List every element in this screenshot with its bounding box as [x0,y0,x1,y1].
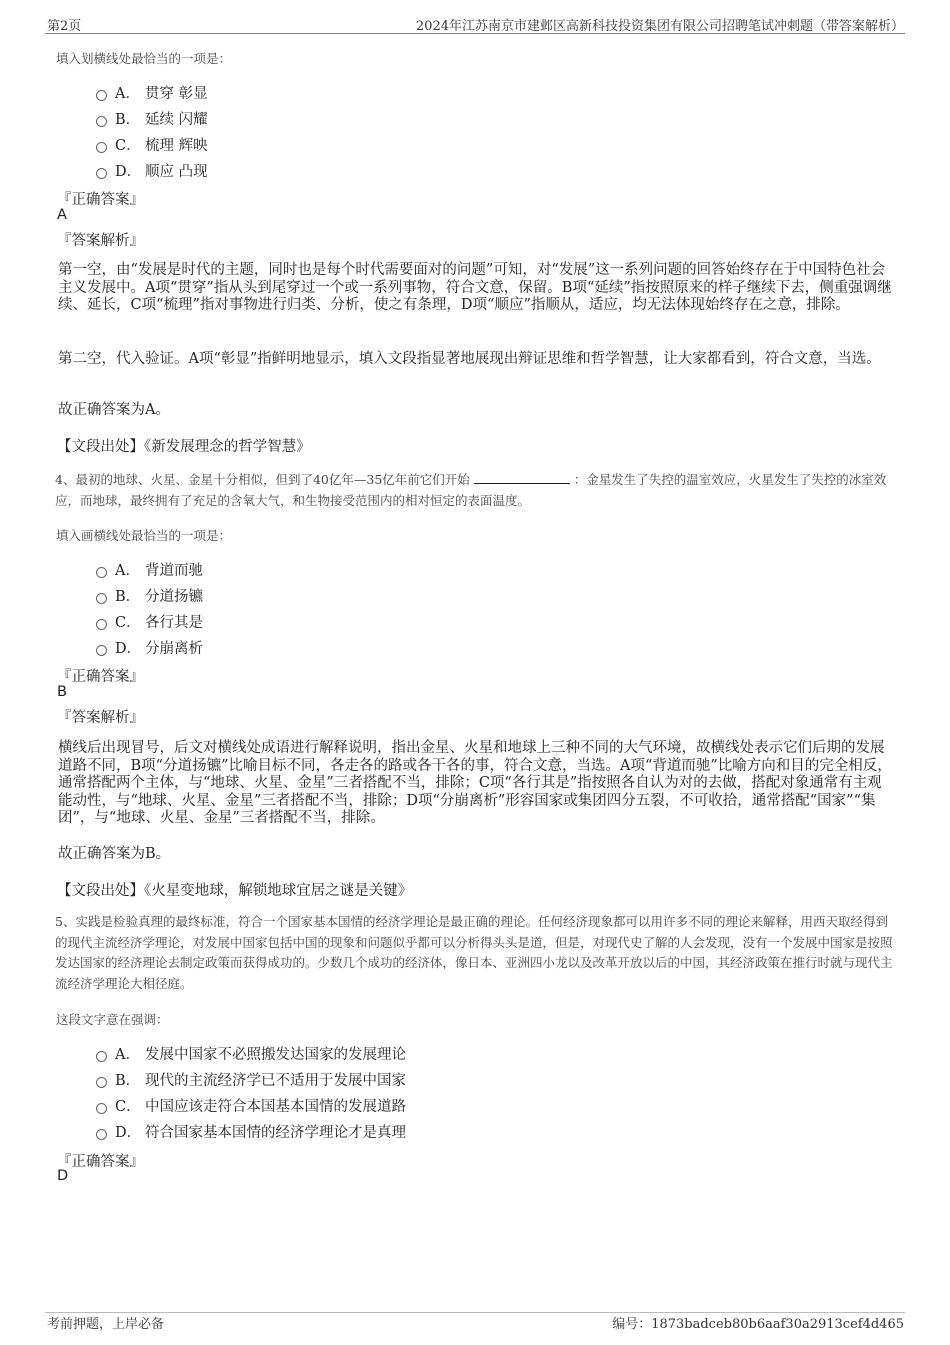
option-text: 符合国家基本国情的经济学理论才是真理 [145,1125,406,1141]
q5-prompt: 这段文字意在强调： [56,1012,169,1027]
q4-answer: B [57,684,67,700]
option-text: 发展中国家不必照搬发达国家的发展理论 [145,1047,406,1063]
q3-option-a[interactable] [96,82,208,103]
option-text: 中国应该走符合本国基本国情的发展道路 [145,1099,406,1115]
option-letter: A． [115,563,140,579]
radio-icon[interactable] [96,645,107,656]
q5-option-b[interactable] [96,1069,406,1090]
radio-icon[interactable] [96,116,107,127]
option-text: 分崩离析 [145,641,203,657]
radio-icon[interactable] [96,1051,107,1062]
q3-analysis-label: 『答案解析』 [57,233,144,249]
radio-icon[interactable] [96,1103,107,1114]
q3-answer: A [57,207,67,223]
q3-option-d[interactable] [96,160,208,181]
footer-slogan: 考前押题，上岸必备 [47,1317,165,1332]
q3-answer-label: 『正确答案』 [57,192,144,208]
option-letter: C． [115,615,141,631]
header-divider [45,33,905,34]
option-letter: C． [115,138,141,154]
option-letter: B． [115,589,141,605]
option-text: 顺应 凸现 [145,164,208,180]
q3-analysis-conclusion: 故正确答案为A。 [58,402,170,418]
q4-prompt: 填入画横线处最恰当的一项是： [56,528,232,543]
q4-text-after: ：金星发生了失控的温室效应，火星发生了失控的冰室效应，而地球，最终拥有了充足的含氧大气，和生物接受范围内的相对恒定的表面温度。 [55,472,887,508]
page-number: 第2页 [47,19,82,34]
q3-analysis-paragraph-2: 第二空，代入验证。A项“彰显”指鲜明地显示，填入文段指显著地展现出辩证思维和哲学智慧，让大家都看到，符合文意，当选。 [58,351,881,367]
q5-option-a[interactable] [96,1043,406,1064]
option-text: 延续 闪耀 [145,112,208,128]
radio-icon[interactable] [96,1077,107,1088]
q4-option-b[interactable] [96,585,203,606]
option-letter: A． [115,1047,140,1063]
q4-question-text [55,470,893,511]
radio-icon[interactable] [96,593,107,604]
q4-analysis-conclusion: 故正确答案为B。 [58,846,171,862]
q4-option-a[interactable] [96,559,203,580]
option-letter: C． [115,1099,141,1115]
option-text: 各行其是 [145,615,203,631]
q4-analysis-paragraph-1: 横线后出现冒号，后文对横线处成语进行解释说明，指出金星、火星和地球上三种不同的大气环境，故横线处表示它们后期的发展道路不同，B项“分道扬镳”比喻目标不同，各走各的路或各干各的事，符合文意，当选。A项“背道而驰”比喻方向和目的完全相反，通常搭配两个主体，与“地球、火星、金星”三者搭配不当，排除；C项“各行其是”指按照各自认为对的去做，搭配对象通常有主观能动性，与“地球、火星、金星”三者搭配不当，排除；D项“分崩离析”形容国家或集团四分五裂，不可收拾，通常搭配“国家”“集团”，与“地球、火星、金星”三者搭配不当，排除。 [58,740,892,826]
q5-question-text: 5、实践是检验真理的最终标准，符合一个国家基本国情的经济学理论是最正确的理论。任何经济现象都可以用许多不同的理论来解释，用西天取经得到的现代主流经济学理论，对发展中国家包括中国的现象和问题似乎都可以分析得头头是道，但是，对现代史了解的人会发现，没有一个发展中国家是按照发达国家的经济理论去制定政策而获得成功的。少数几个成功的经济体，像日本、亚洲四小龙以及改革开放以后的中国，其经济政策在推行时就与现代主流经济学理论大相径庭。 [55,914,893,991]
q5-answer: D [57,1168,69,1184]
q5-option-c[interactable] [96,1095,406,1116]
option-text: 贯穿 彰显 [145,86,208,102]
option-letter: D． [115,164,142,180]
q4-answer-label: 『正确答案』 [57,669,144,685]
option-letter: D． [115,1125,142,1141]
option-letter: B． [115,112,141,128]
radio-icon[interactable] [96,1129,107,1140]
option-letter: A． [115,86,140,102]
option-text: 分道扬镳 [145,589,203,605]
q4-source: 【文段出处】《火星变地球，解锁地球宜居之谜是关键》 [57,883,413,899]
option-text: 现代的主流经济学已不适用于发展中国家 [145,1073,406,1089]
q4-text-before: 4、最初的地球、火星、金星十分相似，但到了40亿年—35亿年前它们开始 [55,472,470,487]
q3-option-c[interactable] [96,134,208,155]
document-id: 编号：1873badceb80b6aaf30a2913cef4d465 [612,1317,904,1332]
q4-option-c[interactable] [96,611,203,632]
option-letter: D． [115,641,142,657]
q3-prompt: 填入划横线处最恰当的一项是： [56,51,232,66]
radio-icon[interactable] [96,142,107,153]
radio-icon[interactable] [96,168,107,179]
radio-icon[interactable] [96,90,107,101]
radio-icon[interactable] [96,567,107,578]
document-title: 2024年江苏南京市建邺区高新科技投资集团有限公司招聘笔试冲刺题（带答案解析） [415,19,904,34]
option-text: 背道而驰 [145,563,203,579]
q3-source: 【文段出处】《新发展理念的哲学智慧》 [57,439,311,455]
q5-answer-label: 『正确答案』 [57,1154,144,1170]
option-letter: B． [115,1073,141,1089]
option-text: 梳理 辉映 [145,138,208,154]
q3-option-b[interactable] [96,108,208,129]
q5-option-d[interactable] [96,1121,406,1142]
q4-analysis-label: 『答案解析』 [57,710,144,726]
q3-analysis-paragraph-1: 第一空，由“发展是时代的主题，同时也是每个时代需要面对的问题”可知，对“发展”这一系列问题的回答始终存在于中国特色社会主义发展中。A项“贯穿”指从头到尾穿过一个或一系列事物，符合文意，保留。B项“延续”指按照原来的样子继续下去，侧重强调继续、延长，C项“梳理”指对事物进行归类、分析，使之有条理，D项“顺应”指顺从，适应，均无法体现始终存在之意，排除。 [58,262,892,313]
q4-option-d[interactable] [96,637,203,658]
radio-icon[interactable] [96,619,107,630]
fill-in-blank [474,473,570,484]
